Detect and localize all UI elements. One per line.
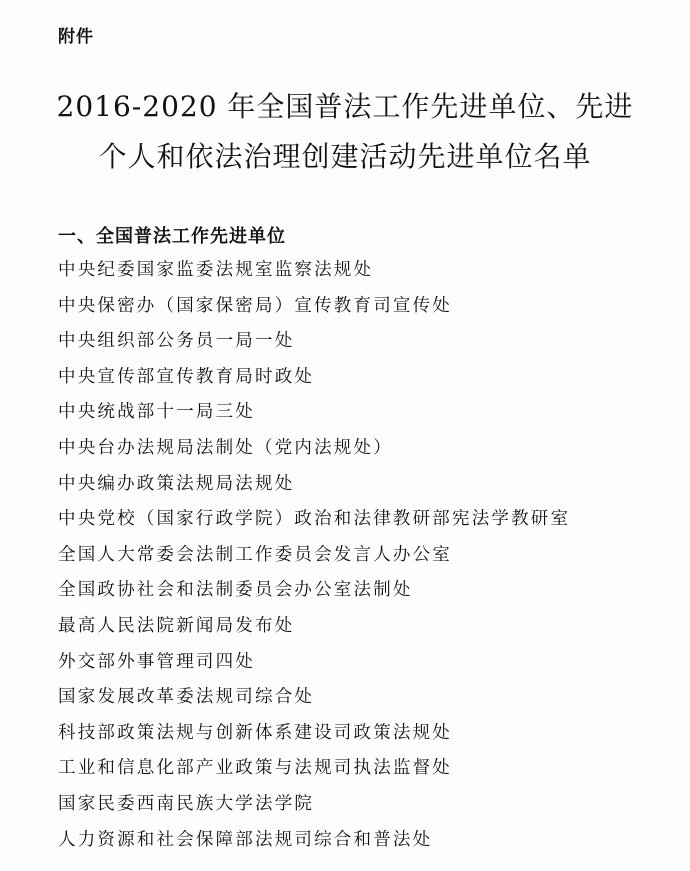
list-item: 中央党校（国家行政学院）政治和法律教研部宪法学教研室 <box>58 509 571 530</box>
list-item: 工业和信息化部产业政策与法规司执法监督处 <box>58 758 452 779</box>
list-item: 中央编办政策法规局法规处 <box>58 473 295 494</box>
list-item: 中央保密办（国家保密局）宣传教育司宣传处 <box>58 295 452 316</box>
list-item: 科技部政策法规与创新体系建设司政策法规处 <box>58 722 452 743</box>
list-item: 中央台办法规局法制处（党内法规处） <box>58 437 393 458</box>
title-line-2: 个人和依法治理创建活动先进单位名单 <box>98 140 592 173</box>
title-line-1: 2016-2020 年全国普法工作先进单位、先进 <box>56 90 634 123</box>
unit-list <box>58 256 678 861</box>
list-item: 外交部外事管理司四处 <box>58 651 255 672</box>
list-item: 中央组织部公务员一局一处 <box>58 331 295 352</box>
section-heading: 一、全国普法工作先进单位 <box>58 226 286 247</box>
list-item: 中央宣传部宣传教育局时政处 <box>58 366 315 387</box>
list-item: 人力资源和社会保障部法规司综合和普法处 <box>58 829 433 850</box>
document-title <box>0 82 690 182</box>
list-item: 国家民委西南民族大学法学院 <box>58 793 315 814</box>
list-item: 全国政协社会和法制委员会办公室法制处 <box>58 580 413 601</box>
list-item: 中央纪委国家监委法规室监察法规处 <box>58 260 374 280</box>
list-item: 最高人民法院新闻局发布处 <box>58 615 295 636</box>
list-item: 国家发展改革委法规司综合处 <box>58 687 315 708</box>
attachment-label: 附件 <box>58 27 94 47</box>
list-item: 全国人大常委会法制工作委员会发言人办公室 <box>58 544 452 565</box>
list-item: 中央统战部十一局三处 <box>58 402 255 423</box>
